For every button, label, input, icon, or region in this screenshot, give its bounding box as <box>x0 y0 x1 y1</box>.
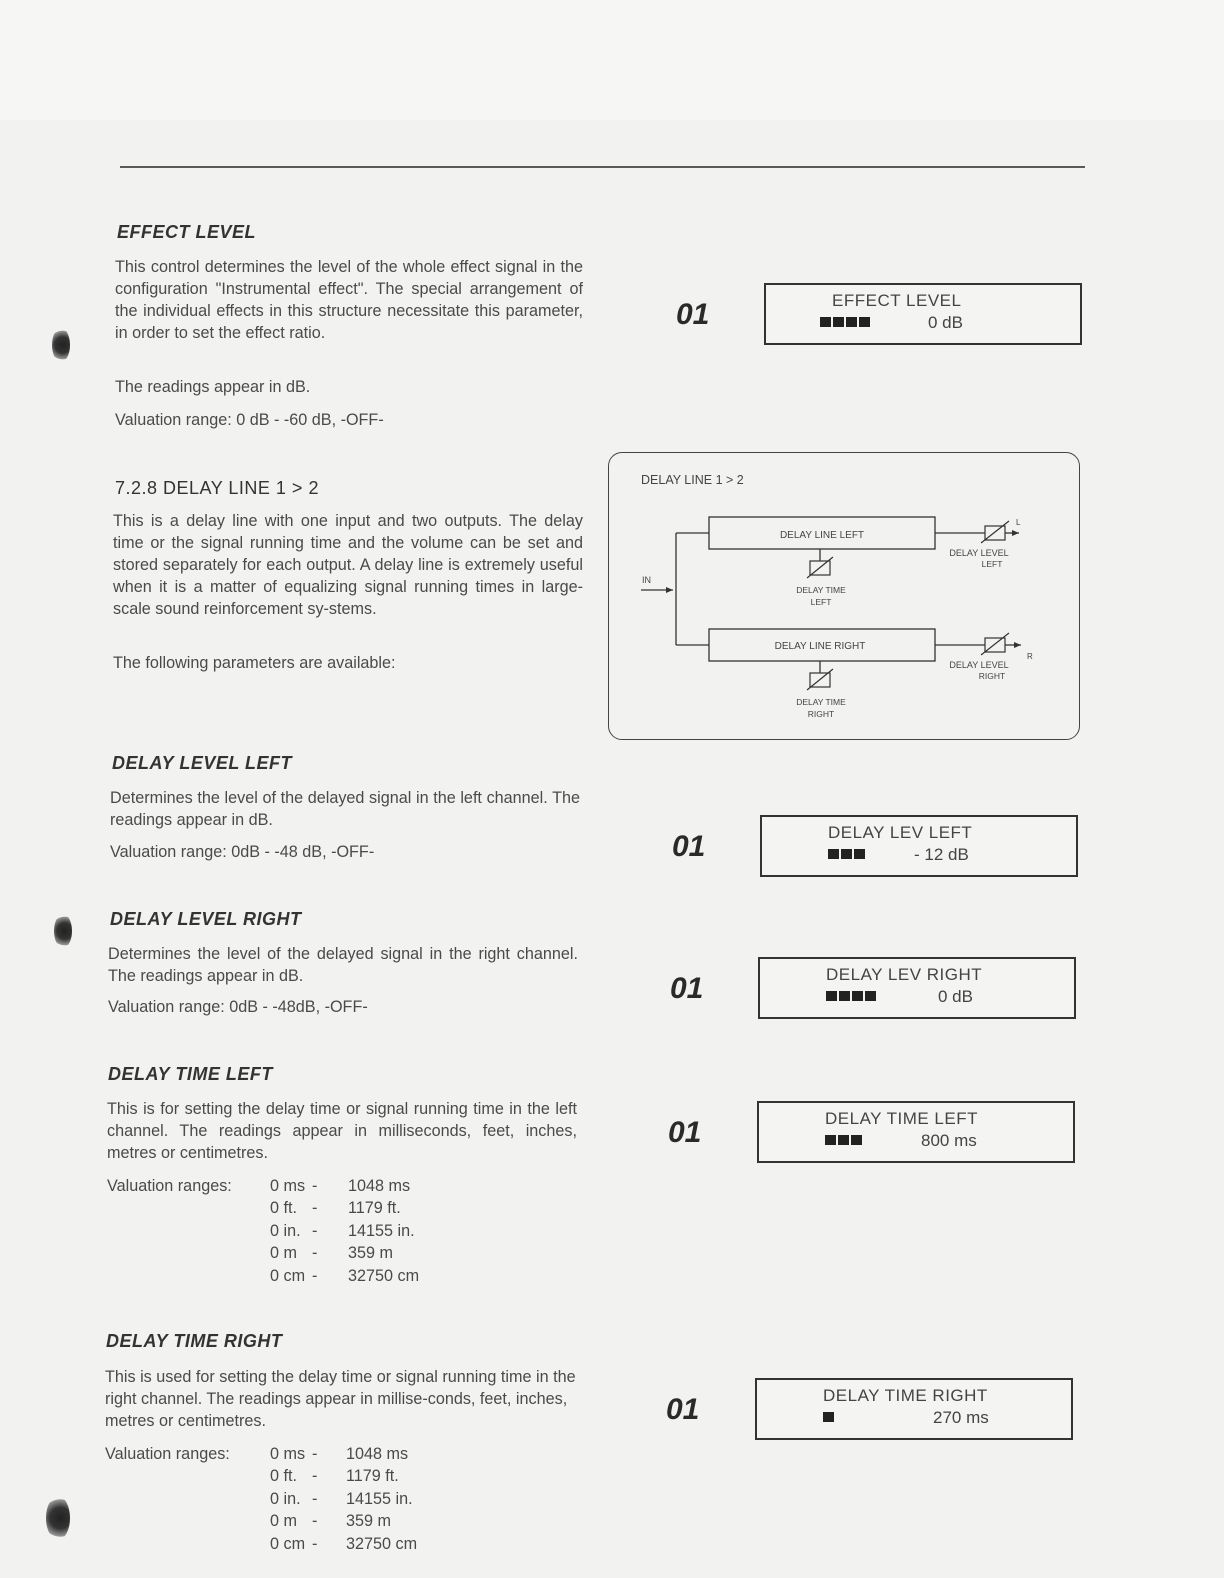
level-right-label-1: DELAY LEVEL <box>949 660 1009 670</box>
level-left-label-2: LEFT <box>981 559 1003 569</box>
level-bar-segment <box>828 849 839 859</box>
valuation-range: Valuation range: 0 dB - -60 dB, -OFF- <box>115 411 384 429</box>
range-sep: - <box>312 1534 318 1553</box>
section-heading: DELAY LEVEL RIGHT <box>110 909 302 929</box>
level-bar-segment <box>865 991 876 1001</box>
range-from: 0 in. <box>270 1221 301 1240</box>
level-left-label-1: DELAY LEVEL <box>949 548 1009 558</box>
section-paragraph: This is used for setting the delay time or signal running time in the right channel. The readings appear in millise-conds, feet, inches, metres or centimetres. <box>105 1368 576 1430</box>
range-to: 1048 ms <box>346 1444 409 1463</box>
level-bar-segment <box>852 991 863 1001</box>
range-row <box>270 1533 417 1556</box>
ranges-label: Valuation ranges: <box>107 1177 232 1195</box>
range-sep: - <box>312 1512 318 1531</box>
range-to: 32750 cm <box>348 1266 420 1285</box>
range-to: 14155 in. <box>348 1221 415 1240</box>
section-paragraph: This is a delay line with one input and two outputs. The delay time or the signal running time and the volume can be set and stored separately for each output. A delay line is extremely useful when it is a matter of equalizing signal running times in large-scale sound reinforcement sy-stems. <box>113 512 583 618</box>
range-sep: - <box>312 1467 318 1486</box>
level-bar-segment <box>846 317 857 327</box>
output-r-label: R <box>1027 652 1033 661</box>
lcd-label: DELAY TIME LEFT <box>825 1109 978 1128</box>
level-bar <box>823 1412 834 1422</box>
section-paragraph: This control determines the level of the whole effect signal in the configuration "Instrumental effect". The special arrangement of the individual effects in this structure necessitate this parameter, in order to set the effect ratio. <box>115 258 583 342</box>
range-sep: - <box>312 1244 318 1263</box>
valuation-range: Valuation range: 0dB - -48dB, -OFF- <box>108 998 368 1016</box>
lcd-label: DELAY LEV LEFT <box>828 823 973 842</box>
delay-line-left-label: DELAY LINE LEFT <box>779 530 865 541</box>
level-right-label-2: RIGHT <box>978 671 1006 681</box>
range-to: 359 m <box>346 1512 391 1531</box>
output-l-label: L <box>1016 518 1021 527</box>
range-row <box>270 1220 419 1243</box>
level-bar-segment <box>826 991 837 1001</box>
display-number: 01 <box>670 972 704 1005</box>
valuation-ranges-table <box>270 1443 417 1556</box>
level-bar-segment <box>851 1135 862 1145</box>
lcd-label: DELAY TIME RIGHT <box>823 1386 988 1405</box>
display-number: 01 <box>672 830 706 863</box>
section-heading: DELAY LEVEL LEFT <box>112 753 293 773</box>
level-bar-segment <box>859 317 870 327</box>
input-label: IN <box>642 575 651 585</box>
level-bar <box>825 1135 862 1145</box>
display-number: 01 <box>668 1116 702 1149</box>
lcd-value: 270 ms <box>933 1408 989 1427</box>
page-top-margin <box>0 0 1224 120</box>
level-bar-segment <box>833 317 844 327</box>
range-to: 1048 ms <box>348 1176 411 1195</box>
valuation-ranges-table <box>270 1175 419 1288</box>
section-paragraph: Determines the level of the delayed signal in the right channel. The readings appear in dB. <box>108 945 578 985</box>
section-heading: EFFECT LEVEL <box>117 222 257 242</box>
level-bar-segment <box>854 849 865 859</box>
range-sep: - <box>312 1444 318 1463</box>
time-right-label-2: RIGHT <box>807 709 835 719</box>
level-bar-segment <box>825 1135 836 1145</box>
binder-hole <box>52 328 70 362</box>
lcd-value: 800 ms <box>921 1131 977 1150</box>
lcd-value: - 12 dB <box>914 845 969 864</box>
lcd-display <box>755 1378 1073 1440</box>
range-row <box>270 1243 419 1266</box>
range-sep: - <box>312 1489 318 1508</box>
header-rule <box>120 166 1085 168</box>
level-bar <box>828 849 865 859</box>
lcd-label: DELAY LEV RIGHT <box>826 965 983 984</box>
range-to: 359 m <box>348 1244 393 1263</box>
range-row <box>270 1265 419 1288</box>
range-to: 1179 ft. <box>346 1467 399 1486</box>
level-bar <box>820 317 870 327</box>
ranges-label: Valuation ranges: <box>105 1445 230 1463</box>
delay-line-right-label: DELAY LINE RIGHT <box>774 641 866 652</box>
range-row <box>270 1488 417 1511</box>
diagram-title: DELAY LINE 1 > 2 <box>641 473 744 487</box>
range-sep: - <box>312 1176 318 1195</box>
range-from: 0 cm <box>270 1266 306 1285</box>
range-row <box>270 1466 417 1489</box>
display-number: 01 <box>666 1393 700 1426</box>
readings-note: The readings appear in dB. <box>115 378 311 396</box>
section-paragraph: Determines the level of the delayed signal in the left channel. The readings appear in dB. <box>110 789 580 829</box>
range-row <box>270 1511 417 1534</box>
lcd-value: 0 dB <box>938 987 973 1006</box>
section-paragraph: This is for setting the delay time or signal running time in the left channel. The readings appear in milliseconds, feet, inches, metres or centimetres. <box>107 1100 577 1162</box>
range-from: 0 m <box>270 1512 297 1531</box>
time-left-label-1: DELAY TIME <box>796 585 846 595</box>
range-from: 0 m <box>270 1244 297 1263</box>
range-from: 0 ft. <box>270 1199 297 1218</box>
lcd-display <box>757 1101 1075 1163</box>
range-from: 0 ms <box>270 1444 306 1463</box>
level-bar <box>826 991 876 1001</box>
range-row <box>270 1443 417 1466</box>
level-bar-segment <box>823 1412 834 1422</box>
section-heading: 7.2.8 DELAY LINE 1 > 2 <box>115 478 319 498</box>
range-from: 0 cm <box>270 1534 306 1553</box>
range-row <box>270 1175 419 1198</box>
range-sep: - <box>312 1266 318 1285</box>
range-to: 14155 in. <box>346 1489 413 1508</box>
range-sep: - <box>312 1221 318 1240</box>
lcd-label: EFFECT LEVEL <box>832 291 962 310</box>
section-heading: DELAY TIME LEFT <box>108 1064 273 1084</box>
valuation-range: Valuation range: 0dB - -48 dB, -OFF- <box>110 843 375 861</box>
parameters-intro: The following parameters are available: <box>113 654 396 672</box>
lcd-display <box>758 957 1076 1019</box>
level-bar-segment <box>841 849 852 859</box>
time-left-label-2: LEFT <box>810 597 832 607</box>
time-right-label-1: DELAY TIME <box>796 697 846 707</box>
range-from: 0 in. <box>270 1489 301 1508</box>
range-sep: - <box>312 1199 318 1218</box>
display-number: 01 <box>676 298 710 331</box>
binder-hole <box>54 914 72 948</box>
section-heading: DELAY TIME RIGHT <box>106 1331 283 1351</box>
range-row <box>270 1198 419 1221</box>
delay-line-diagram <box>608 452 1080 740</box>
range-from: 0 ft. <box>270 1467 297 1486</box>
range-from: 0 ms <box>270 1176 306 1195</box>
lcd-display <box>764 283 1082 345</box>
lcd-value: 0 dB <box>928 313 963 332</box>
level-bar-segment <box>839 991 850 1001</box>
level-bar-segment <box>838 1135 849 1145</box>
range-to: 1179 ft. <box>348 1199 401 1218</box>
lcd-display <box>760 815 1078 877</box>
range-to: 32750 cm <box>346 1534 418 1553</box>
binder-hole <box>46 1496 70 1540</box>
level-bar-segment <box>820 317 831 327</box>
